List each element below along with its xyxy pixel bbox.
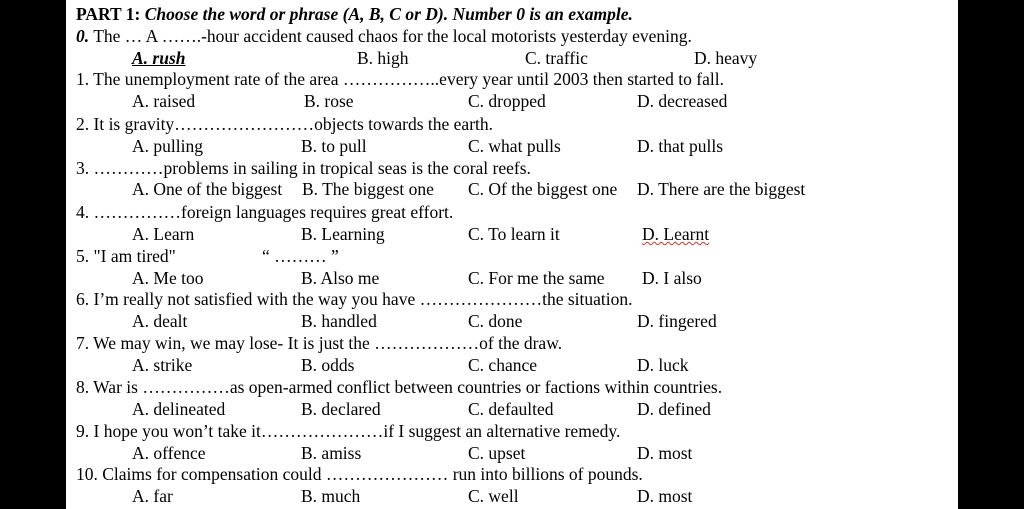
question-5-option-a: A. Me too [132, 268, 204, 288]
question-7-stem: 7. We may win, we may lose- It is just the ………………of the draw. [76, 333, 563, 353]
question-1-option-b: B. rose [304, 91, 354, 111]
question-5-option-c: C. For me the same [468, 268, 605, 288]
question-6-stem: 6. I’m really not satisfied with the way you have …………………the situation. [76, 289, 633, 309]
question-5-reply: “ ……… ” [262, 246, 339, 266]
question-6-option-a: A. dealt [132, 311, 188, 331]
question-10-option-a: A. far [132, 486, 173, 506]
question-1-option-a: A. raised [132, 91, 196, 111]
question-3-stem: 3. …………problems in sailing in tropical seas is the coral reefs. [76, 158, 531, 178]
question-10-option-d: D. most [637, 486, 693, 506]
question-4-option-c: C. To learn it [468, 224, 560, 244]
question-9-stem: 9. I hope you won’t take it…………………if I suggest an alternative remedy. [76, 421, 621, 441]
question-8-option-d: D. defined [637, 399, 711, 419]
question-3-option-c: C. Of the biggest one [468, 179, 618, 199]
example-number: 0. [76, 26, 90, 46]
question-4-option-a: A. Learn [132, 224, 195, 244]
question-9-option-c: C. upset [468, 443, 526, 463]
worksheet-page [66, 0, 958, 509]
question-6-option-d: D. fingered [637, 311, 717, 331]
question-10-stem: 10. Claims for compensation could ………………… run into billions of pounds. [76, 464, 643, 484]
question-10-option-c: C. well [468, 486, 519, 506]
question-7-option-d: D. luck [637, 355, 689, 375]
example-option-a: A. rush [132, 48, 186, 68]
question-5-option-b: B. Also me [301, 268, 380, 288]
question-8-stem: 8. War is ……………as open-armed conflict between countries or factions within countries. [76, 377, 723, 397]
question-7-option-a: A. strike [132, 355, 193, 375]
question-2-option-a: A. pulling [132, 136, 203, 156]
question-3-option-a: A. One of the biggest [132, 179, 283, 199]
question-8-option-a: A. delineated [132, 399, 226, 419]
question-8-option-b: B. declared [301, 399, 381, 419]
question-1-stem: 1. The unemployment rate of the area ……………..every year until 2003 then started to fall. [76, 69, 724, 89]
question-4-stem: 4. ……………foreign languages requires great effort. [76, 202, 454, 222]
part-title [76, 4, 633, 24]
question-2-stem: 2. It is gravity……………………objects towards the earth. [76, 114, 494, 134]
question-2-option-c: C. what pulls [468, 136, 561, 156]
question-7-option-c: C. chance [468, 355, 537, 375]
question-2-option-d: D. that pulls [637, 136, 724, 156]
question-4-option-b: B. Learning [301, 224, 385, 244]
question-2-option-b: B. to pull [301, 136, 367, 156]
question-9-option-a: A. offence [132, 443, 206, 463]
example-stem [76, 26, 692, 46]
example-option-b: B. high [357, 48, 409, 68]
question-6-option-b: B. handled [301, 311, 377, 331]
question-6-option-c: C. done [468, 311, 523, 331]
question-1-option-d: D. decreased [637, 91, 728, 111]
part-label: PART 1: [76, 4, 141, 24]
example-option-d: D. heavy [694, 48, 758, 68]
question-10-option-b: B. much [301, 486, 361, 506]
question-5-option-d: D. I also [642, 268, 702, 288]
example-text: The … A …….-hour accident caused chaos for the local motorists yesterday evening. [93, 26, 692, 46]
question-1-option-c: C. dropped [468, 91, 546, 111]
example-option-c: C. traffic [525, 48, 588, 68]
question-3-option-b: B. The biggest one [302, 179, 434, 199]
question-4-option-d: D. Learnt [642, 224, 710, 244]
question-8-option-c: C. defaulted [468, 399, 554, 419]
part-instruction: Choose the word or phrase (A, B, C or D). Number 0 is an example. [144, 4, 633, 24]
question-3-option-d: D. There are the biggest [637, 179, 806, 199]
question-5-stem: 5. "I am tired" [76, 246, 176, 266]
question-9-option-b: B. amiss [301, 443, 362, 463]
question-7-option-b: B. odds [301, 355, 355, 375]
question-9-option-d: D. most [637, 443, 693, 463]
